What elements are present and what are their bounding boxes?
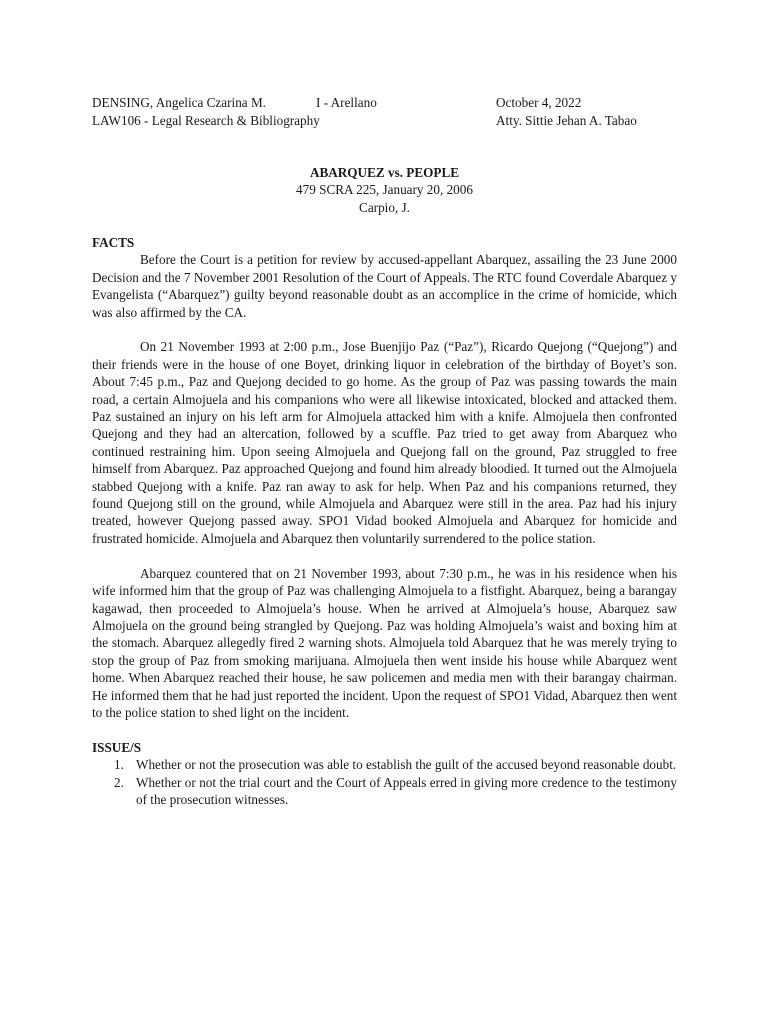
- case-title: ABARQUEZ vs. PEOPLE: [309, 165, 460, 180]
- list-item: [92, 774, 677, 809]
- student-name: DENSING, Angelica Czarina M.: [92, 95, 266, 110]
- submission-date: October 4, 2022: [496, 95, 582, 110]
- facts-heading: FACTS: [92, 235, 135, 250]
- case-title-block: [92, 164, 677, 216]
- issues-heading: ISSUE/S: [92, 739, 142, 755]
- instructor-name: Atty. Sittie Jehan A. Tabao: [496, 113, 637, 128]
- course-name: LAW106 - Legal Research & Bibliography: [92, 113, 320, 128]
- document-header: [92, 94, 692, 130]
- document-body: [92, 234, 677, 808]
- facts-paragraph: Before the Court is a petition for review by accused-appellant Abarquez, assailing the 23 June 2000 Decision and the 7 November 2001 Resolution of the Court of Appeals. The RTC found Coverdale Abarquez y Evangelista (“Abarquez”) guilty beyond reasonable doubt as an accomplice in the crime of homicide, which was also affirmed by the CA.: [92, 252, 677, 320]
- list-item-number: 1.: [114, 757, 124, 773]
- class-section: I - Arellano: [316, 95, 377, 110]
- list-item-number: 2.: [114, 774, 124, 790]
- issues-list: [92, 756, 677, 808]
- list-item: [92, 756, 677, 773]
- facts-paragraph: On 21 November 1993 at 2:00 p.m., Jose Buenjijo Paz (“Paz”), Ricardo Quejong (“Quejong”) and their friends were in the house of one Boyet, drinking liquor in celebration of the birthday of Boyet’s son. About 7:45 p.m., Paz and Quejong decided to go home. As the group of Paz was passing towards the main road, a certain Almojuela and his companions who were all likewise intoxicated, blocked and attacked them. Paz sustained an injury on his left arm for Almojuela attacked him with a knife. Almojuela then confronted Quejong and they had an altercation, followed by a scuffle. Paz tried to get away from Abarquez who continued restraining him. Upon seeing Almojuela and Quejong fall on the ground, Paz struggled to free himself from Abarquez. Paz approached Quejong and found him already bloodied. It turned out the Almojuela stabbed Quejong with a knife. Paz ran away to ask for help. When Paz and his companions returned, they found Quejong still on the ground, while Almojuela and Abarquez were still in the area. Paz had his injury treated, however Quejong passed away. SPO1 Vidad booked Almojuela and Abarquez for homicide and frustrated homicide. Almojuela and Abarquez then voluntarily surrendered to the police station.: [92, 339, 677, 546]
- list-item-text: Whether or not the prosecution was able to establish the guilt of the accused beyond reasonable doubt.: [136, 757, 677, 773]
- header-row-2: [92, 112, 692, 130]
- case-citation: 479 SCRA 225, January 20, 2006: [296, 182, 473, 198]
- case-ponente: Carpio, J.: [359, 199, 410, 215]
- header-row-1: [92, 94, 692, 112]
- facts-paragraph: Abarquez countered that on 21 November 1993, about 7:30 p.m., he was in his residence when his wife informed him that the group of Paz was challenging Almojuela to a fistfight. Abarquez, being a barangay kagawad, then proceeded to Almojuela’s house. When he arrived at Almojuela’s house, Abarquez saw Almojuela on the ground being strangled by Quejong. Paz was holding Almojuela’s waist and boxing him at the stomach. Abarquez allegedly fired 2 warning shots. Almojuela told Abarquez that he was merely trying to stop the group of Paz from smoking marijuana. Almojuela then went inside his house while Abarquez went home. When Abarquez reached their house, he saw policemen and media men with their barangay chairman. He informed them that he had just reported the incident. Upon the request of SPO1 Vidad, Abarquez then went to the police station to shed light on the incident.: [92, 565, 677, 720]
- list-item-text: Whether or not the trial court and the Court of Appeals erred in giving more credence to the testimony of the prosecution witnesses.: [136, 774, 677, 807]
